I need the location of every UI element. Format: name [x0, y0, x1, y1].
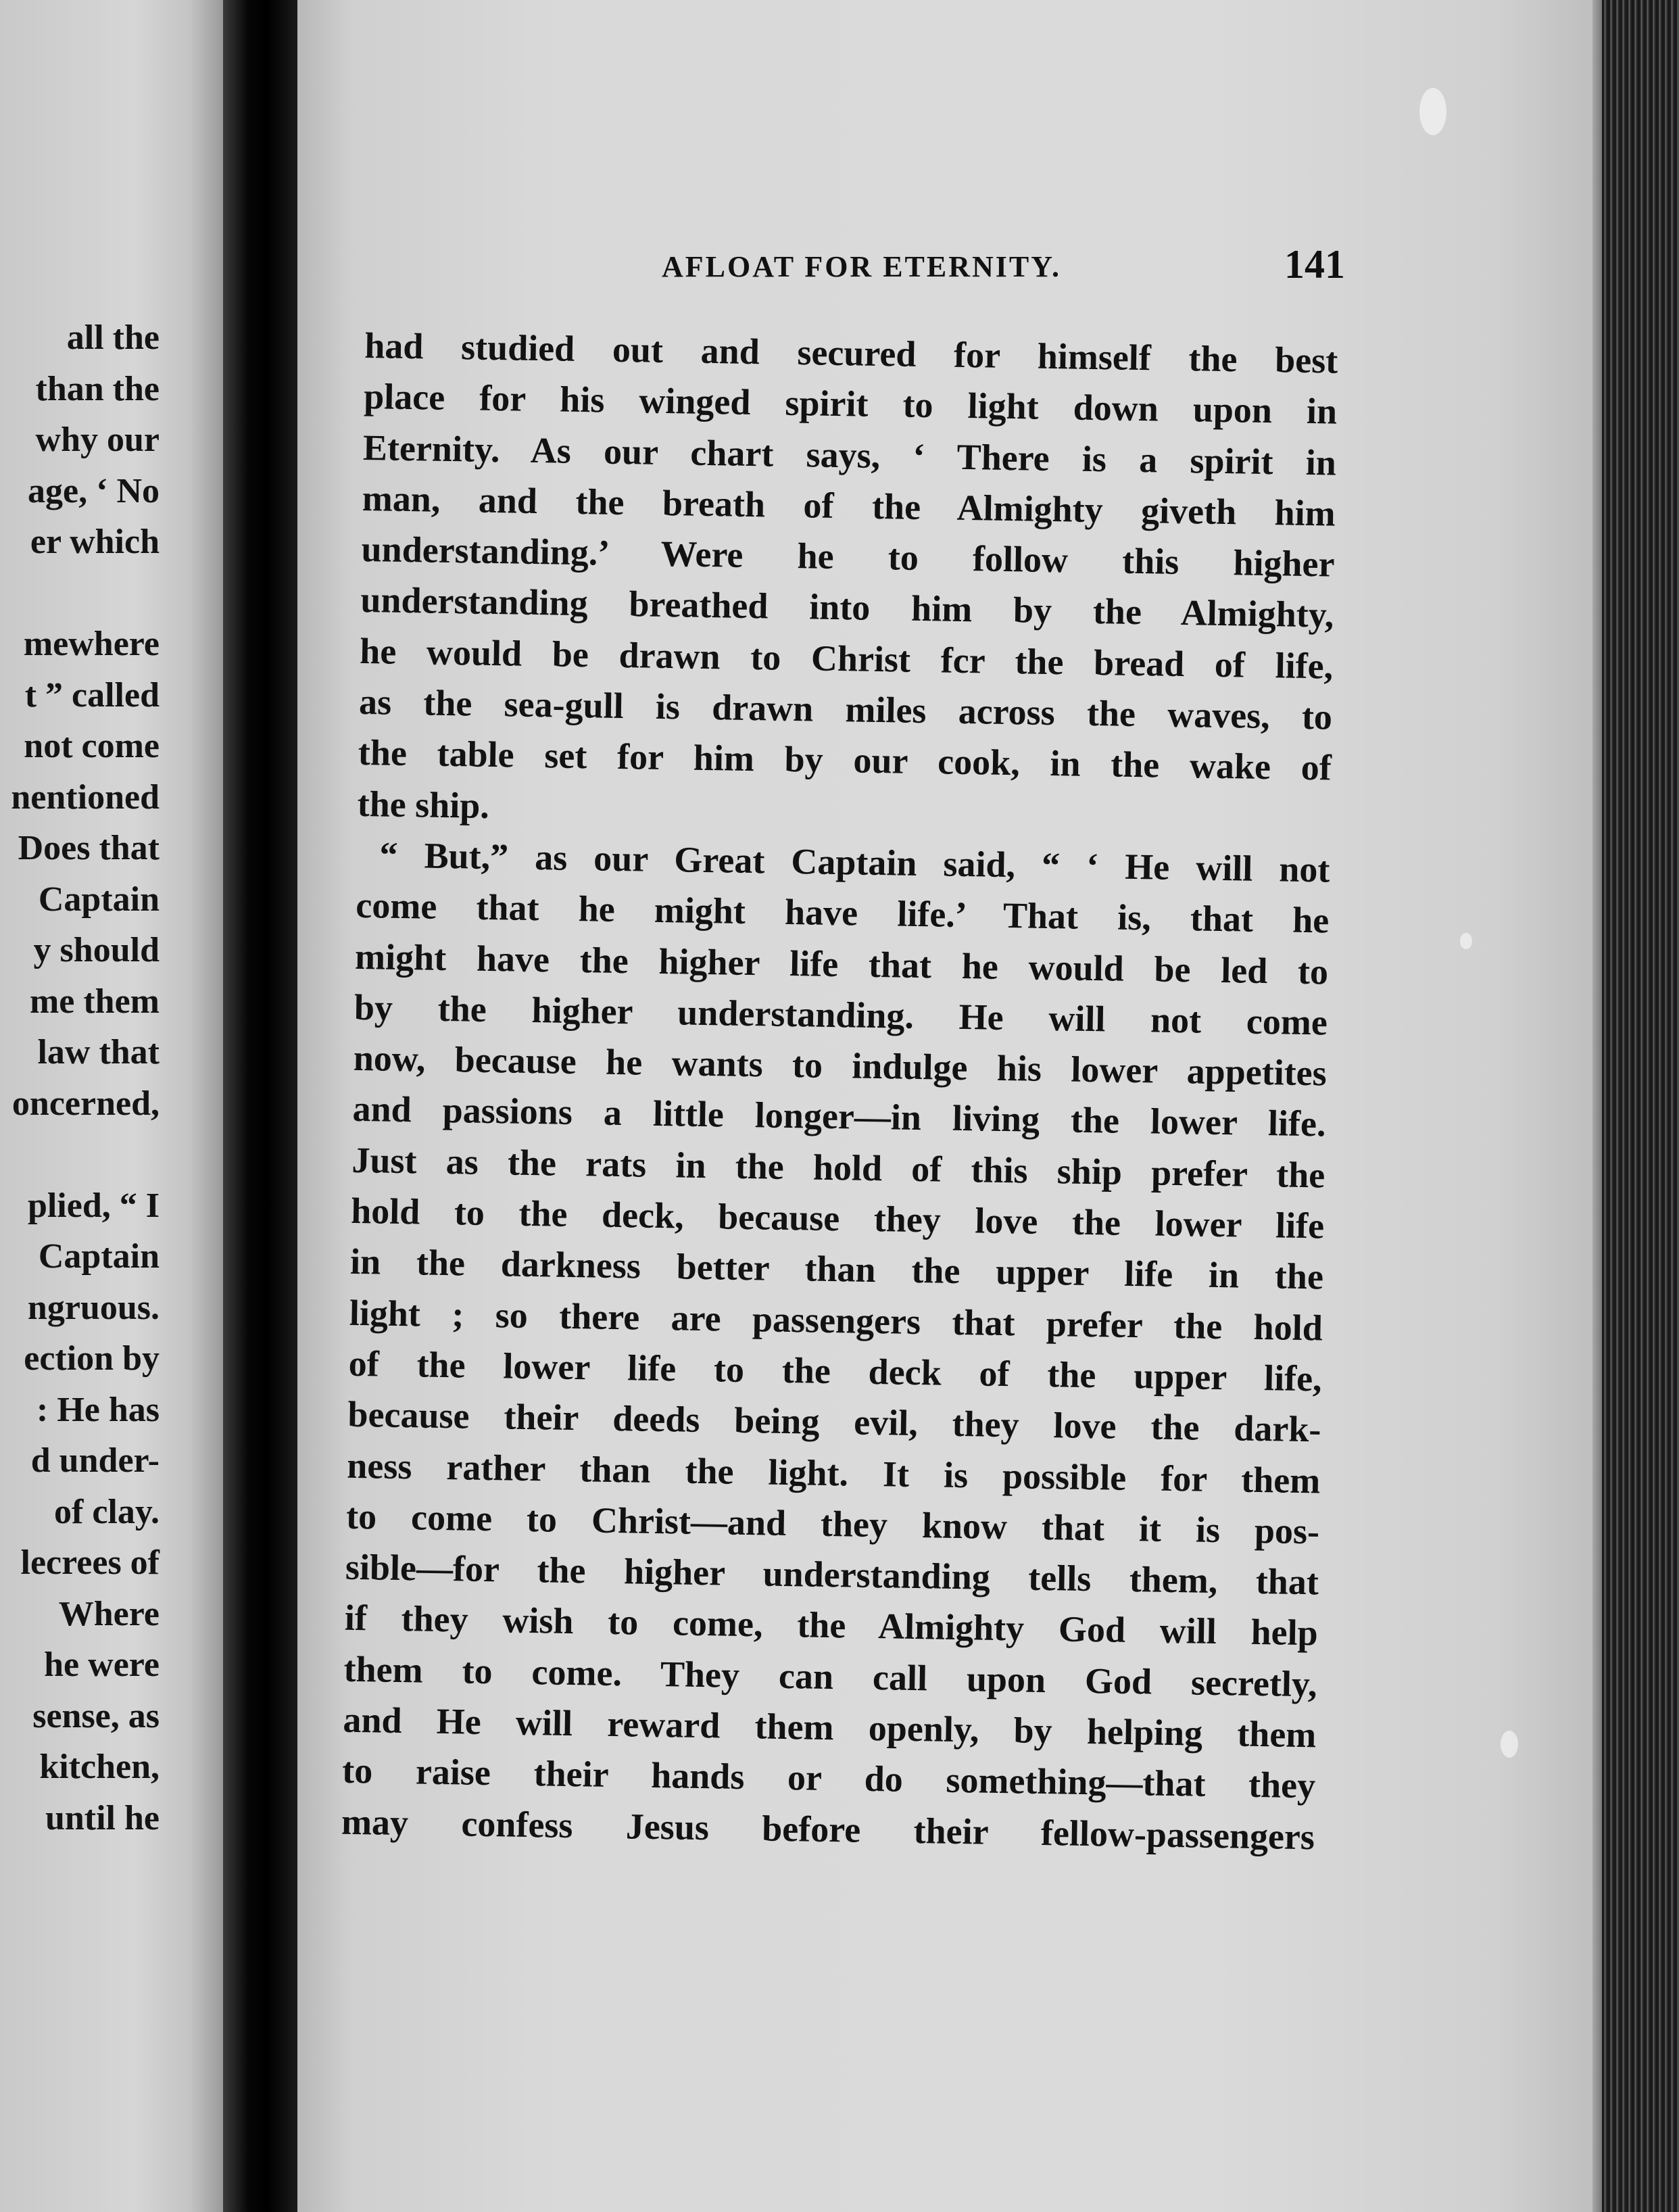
left-page-line: nentioned	[11, 777, 160, 817]
text-line: in the darkness better than the upper life in the	[349, 1241, 1324, 1297]
text-line: hold to the deck, because they love the lower life	[350, 1190, 1325, 1247]
scan-speck	[1501, 1731, 1518, 1758]
left-facing-page	[0, 0, 223, 2212]
text-line: place for his winged spirit to light down upon in	[363, 376, 1338, 432]
text-line: he would be drawn to Christ fcr the bread of life,	[359, 630, 1334, 687]
left-page-line: mewhere	[23, 625, 160, 663]
left-page-line: age, ‘ No	[28, 471, 160, 510]
left-page-line: d under-	[30, 1441, 160, 1480]
left-page-line: than the	[35, 369, 160, 408]
text-line: Just as the rats in the hold of this ship prefer the	[351, 1139, 1325, 1196]
left-page-line: ection by	[24, 1339, 160, 1378]
left-page-line: t ” called	[24, 675, 160, 715]
text-line: “ But,” as our Great Captain said, “ ‘ He will not	[379, 834, 1330, 890]
left-page-line	[11, 1129, 160, 1180]
text-line: by the higher understanding. He will not come	[354, 986, 1328, 1043]
text-line: may confess Jesus before their fellow-passengers	[341, 1801, 1315, 1857]
left-page-line: er which	[30, 523, 160, 561]
scan-speck	[1460, 933, 1472, 949]
text-line: now, because he wants to indulge his lower appetites	[353, 1038, 1328, 1094]
left-page-line: he were	[44, 1645, 160, 1684]
left-page-line: plied, “ I	[27, 1186, 160, 1225]
left-page-line: Where	[58, 1594, 160, 1633]
text-line: them to come. They can call upon God secretly,	[343, 1648, 1317, 1705]
left-page-line: kitchen,	[39, 1748, 160, 1786]
left-page-line: Does that	[18, 829, 160, 867]
left-page-line: lecrees of	[20, 1543, 160, 1582]
text-line: to come to Christ—and they know that it is pos-	[345, 1495, 1320, 1552]
running-head-title: AFLOAT FOR ETERNITY.	[662, 250, 1061, 283]
text-line: had studied out and secured for himself the best	[364, 324, 1338, 381]
left-page-line: all the	[66, 318, 160, 357]
left-page-text	[11, 312, 160, 1844]
text-line: the ship.	[357, 783, 490, 826]
text-line: Eternity. As our chart says, ‘ There is a spirit in	[362, 427, 1337, 483]
body-text	[341, 320, 1338, 1862]
left-page-line: sense, as	[32, 1696, 160, 1735]
text-line: as the sea-gull is drawn miles across the waves, to	[358, 681, 1333, 738]
text-line: understanding.’ Were he to follow this higher	[361, 529, 1335, 585]
text-line: ness rather than the light. It is possible for them	[346, 1445, 1321, 1501]
text-line: if they wish to come, the Almighty God will help	[344, 1597, 1319, 1654]
text-line: and passions a little longer—in living the lower life.	[352, 1088, 1326, 1145]
text-line: because their deeds being evil, they love the dark-	[347, 1394, 1321, 1450]
left-page-line: Captain	[38, 1237, 160, 1276]
page-number: 141	[1284, 242, 1345, 287]
text-line: the table set for him by our cook, in the wake of	[358, 732, 1332, 788]
text-line: to raise their hands or do something—that they	[341, 1750, 1316, 1806]
text-line: come that he might have life.’ That is, that he	[355, 885, 1330, 941]
page-edges	[1602, 0, 1679, 2212]
left-page-line: Captain	[38, 880, 160, 919]
left-page-line: y should	[33, 931, 160, 969]
text-line: of the lower life to the deck of the upper life,	[348, 1343, 1323, 1399]
left-page-line: not come	[24, 727, 160, 765]
text-line: man, and the breath of the Almighty giveth him	[362, 477, 1336, 534]
left-page-line: : He has	[36, 1390, 160, 1429]
left-page-line: why our	[35, 420, 160, 459]
left-page-line: of clay.	[54, 1492, 160, 1531]
left-page-line: oncerned,	[11, 1084, 160, 1123]
scan-speck	[1419, 88, 1446, 135]
running-head	[345, 240, 1345, 287]
text-line: might have the higher life that he would be led to	[354, 936, 1329, 992]
left-page-line: ngruous.	[27, 1288, 160, 1327]
left-page-line: law that	[37, 1033, 160, 1072]
left-page-line	[11, 568, 160, 619]
text-line: sible—for the higher understanding tells them, that	[345, 1546, 1319, 1603]
book-gutter	[223, 0, 297, 2212]
text-line: understanding breathed into him by the Almighty,	[360, 579, 1334, 636]
page-edge-strip	[1592, 0, 1602, 2212]
text-line: light ; so there are passengers that prefer the hold	[349, 1292, 1323, 1349]
left-page-line: me them	[29, 982, 160, 1021]
text-line: and He will reward them openly, by helping them	[343, 1699, 1317, 1756]
left-page-line: until he	[45, 1798, 160, 1837]
